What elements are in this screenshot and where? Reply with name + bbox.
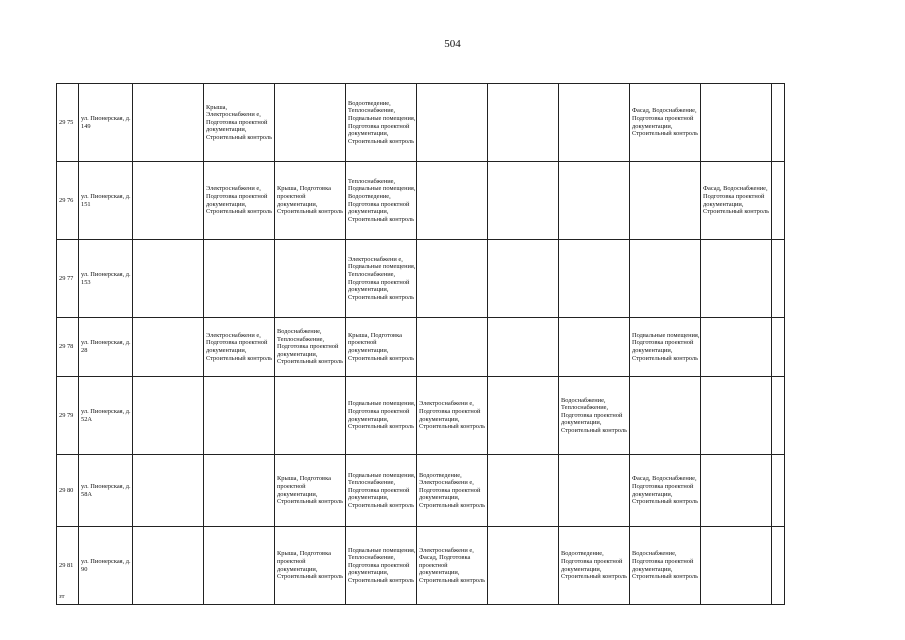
address-cell: ул. Пионерская, д. 58А (79, 455, 133, 527)
work-cell: Крыша, Электроснабжени е, Подготовка проектной документации, Строительный контроль (204, 84, 275, 162)
table-row (57, 527, 785, 605)
address-cell: ул. Пионерская, д. 90 (79, 527, 133, 605)
work-cell: Водоотведение, Подготовка проектной документации, Строительный контроль (559, 527, 630, 605)
work-cell (559, 84, 630, 162)
work-cell: Водоснабжение, Теплоснабжение, Подготовка проектной документации, Строительный контроль (275, 318, 346, 377)
work-cell: Подвальные помещения, Теплоснабжение, Подготовка проектной документации, Строительный контроль (346, 455, 417, 527)
work-cell (772, 318, 785, 377)
work-cell (204, 377, 275, 455)
work-cell: Подвальные помещения, Подготовка проектной документации, Строительный контроль (630, 318, 701, 377)
work-cell (133, 455, 204, 527)
work-cell (701, 240, 772, 318)
address-cell: ул. Пионерская, д. 151 (79, 162, 133, 240)
work-cell (701, 84, 772, 162)
row-number: 29 76 (57, 162, 79, 240)
work-cell (630, 377, 701, 455)
row-number: 29 78 (57, 318, 79, 377)
table-row (57, 162, 785, 240)
work-cell (559, 318, 630, 377)
table-row (57, 455, 785, 527)
work-cell (204, 240, 275, 318)
work-cell (772, 162, 785, 240)
work-cell: Фасад, Водоснабжение, Подготовка проектной документации, Строительный контроль (630, 455, 701, 527)
work-cell (133, 84, 204, 162)
works-schedule-table (56, 83, 785, 605)
work-cell: Водоснабжение, Подготовка проектной документации, Строительный контроль (630, 527, 701, 605)
work-cell: Крыша, Подготовка проектной документации, Строительный контроль (275, 455, 346, 527)
work-cell: Фасад, Водоснабжение, Подготовка проектной документации, Строительный контроль (701, 162, 772, 240)
work-cell (133, 318, 204, 377)
work-cell (417, 240, 488, 318)
work-cell: Подвальные помещения, Теплоснабжение, Подготовка проектной документации, Строительный контроль (346, 527, 417, 605)
work-cell (772, 527, 785, 605)
row-number: 29 80 (57, 455, 79, 527)
work-cell (275, 240, 346, 318)
work-cell (204, 527, 275, 605)
work-cell (417, 318, 488, 377)
work-cell (488, 162, 559, 240)
work-cell (133, 527, 204, 605)
page-number: 504 (444, 38, 461, 50)
work-cell (488, 527, 559, 605)
work-cell (275, 377, 346, 455)
work-cell: Электроснабжени е, Подготовка проектной документации, Строительный контроль (204, 318, 275, 377)
address-cell: ул. Пионерская, д. 28 (79, 318, 133, 377)
work-cell: Электроснабжени е, Подготовка проектной документации, Строительный контроль (204, 162, 275, 240)
work-cell (133, 377, 204, 455)
work-cell (559, 162, 630, 240)
work-cell (559, 455, 630, 527)
table-row (57, 377, 785, 455)
work-cell (488, 455, 559, 527)
work-cell (417, 162, 488, 240)
work-cell: Крыша, Подготовка проектной документации, Строительный контроль (346, 318, 417, 377)
work-cell (488, 377, 559, 455)
work-cell: Водоотведение, Электроснабжени е, Подготовка проектной документации, Строительный контроль (417, 455, 488, 527)
address-cell: ул. Пионерская, д. 149 (79, 84, 133, 162)
work-cell (133, 162, 204, 240)
work-cell (772, 84, 785, 162)
row-number: 29 79 (57, 377, 79, 455)
work-cell (772, 240, 785, 318)
work-cell: Теплоснабжение, Подвальные помещения, Водоотведение, Подготовка проектной документации, Строительный контроль (346, 162, 417, 240)
work-cell (701, 377, 772, 455)
footer-mark: зт (59, 593, 65, 600)
table-row (57, 318, 785, 377)
row-number: 29 77 (57, 240, 79, 318)
work-cell (417, 84, 488, 162)
work-cell (772, 377, 785, 455)
work-cell: Электроснабжени е, Подготовка проектной документации, Строительный контроль (417, 377, 488, 455)
work-cell (559, 240, 630, 318)
row-number: 29 81 (57, 527, 79, 605)
work-cell (275, 84, 346, 162)
table-row (57, 240, 785, 318)
address-cell: ул. Пионерская, д. 52А (79, 377, 133, 455)
work-cell (701, 455, 772, 527)
work-cell: Фасад, Водоснабжение, Подготовка проектной документации, Строительный контроль (630, 84, 701, 162)
row-number: 29 75 (57, 84, 79, 162)
work-cell (488, 240, 559, 318)
work-cell: Водоснабжение, Теплоснабжение, Подготовка проектной документации, Строительный контроль (559, 377, 630, 455)
address-cell: ул. Пионерская, д. 153 (79, 240, 133, 318)
work-cell (204, 455, 275, 527)
work-cell (488, 318, 559, 377)
work-cell (772, 455, 785, 527)
table-row (57, 84, 785, 162)
work-cell (133, 240, 204, 318)
work-cell: Крыша, Подготовка проектной документации, Строительный контроль (275, 527, 346, 605)
work-cell (701, 527, 772, 605)
work-cell: Водоотведение, Теплоснабжение, Подвальные помещения, Подготовка проектной документации, Строительный контроль (346, 84, 417, 162)
work-cell (488, 84, 559, 162)
work-cell (630, 162, 701, 240)
work-cell (701, 318, 772, 377)
work-cell: Крыша, Подготовка проектной документации, Строительный контроль (275, 162, 346, 240)
work-cell (630, 240, 701, 318)
work-cell: Подвальные помещения, Подготовка проектной документации, Строительный контроль (346, 377, 417, 455)
work-cell: Электроснабжени е, Фасад, Подготовка проектной документации, Строительный контроль (417, 527, 488, 605)
work-cell: Электроснабжени е, Подвальные помещения, Теплоснабжение, Подготовка проектной документации, Строительный контроль (346, 240, 417, 318)
